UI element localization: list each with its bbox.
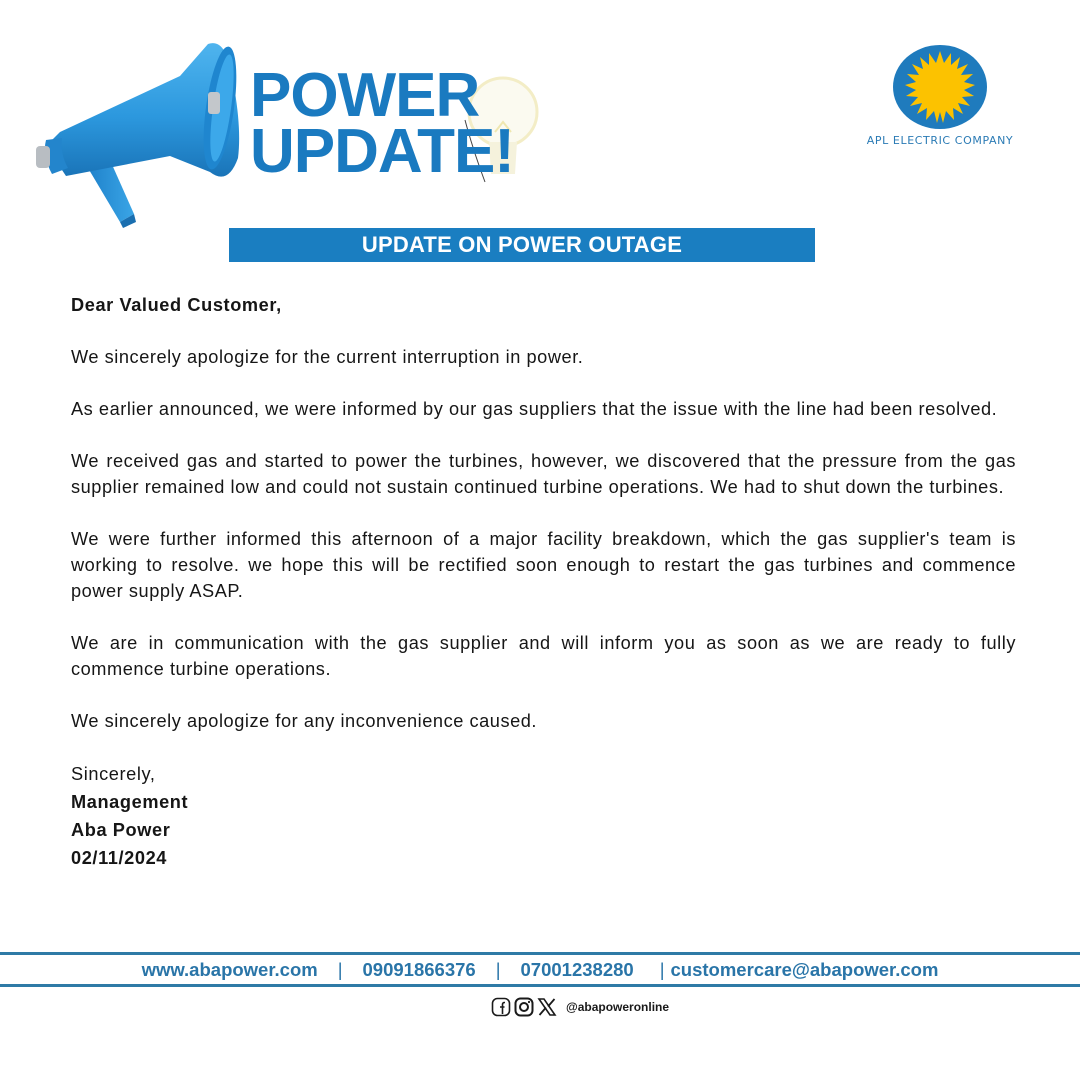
email-link[interactable]: customercare@abapower.com <box>670 959 939 980</box>
letter-date: 02/11/2024 <box>71 848 168 868</box>
paragraph-4: We were further informed this afternoon of a major facility breakdown, which the gas supplier's team is working to resolve. we hope this will be rectified soon enough to restart the gas turbines and commence power supply ASAP. <box>71 529 1016 601</box>
facebook-icon[interactable] <box>491 997 511 1017</box>
x-icon[interactable] <box>537 997 557 1017</box>
signature-block <box>71 760 1016 872</box>
title-banner: UPDATE ON POWER OUTAGE <box>229 228 815 262</box>
paragraph-1: We sincerely apologize for the current interruption in power. <box>71 347 584 367</box>
social-links <box>491 996 669 1018</box>
phone-2[interactable]: 07001238280 <box>520 959 634 980</box>
sun-logo-icon <box>892 44 988 130</box>
page-title <box>250 61 514 186</box>
letter-body <box>71 292 1016 872</box>
salutation: Dear Valued Customer, <box>71 295 282 315</box>
paragraph-2: As earlier announced, we were informed by our gas suppliers that the issue with the line had been resolved. <box>71 399 998 419</box>
website-link[interactable]: www.abapower.com <box>141 959 318 980</box>
headline-line-1: POWER <box>250 61 480 130</box>
phone-1[interactable]: 09091866376 <box>362 959 476 980</box>
headline-line-2: UPDATE! <box>250 117 514 186</box>
separator: | <box>337 959 343 980</box>
company-name: APL ELECTRIC COMPANY <box>866 134 1014 147</box>
closing: Sincerely, <box>71 764 156 784</box>
contact-bar <box>0 956 1080 984</box>
paragraph-3: We received gas and started to power the turbines, however, we discovered that the pressure from the gas supplier remained low and could not sustain continued turbine operations. We had to shut down the turbines. <box>71 451 1016 497</box>
instagram-icon[interactable] <box>514 997 534 1017</box>
company-logo <box>862 44 1018 147</box>
separator: | <box>495 959 501 980</box>
social-handle[interactable]: @abapoweronline <box>566 1000 670 1014</box>
footer-divider-bottom <box>0 984 1080 987</box>
separator: | <box>659 959 665 980</box>
footer-divider-top <box>0 952 1080 955</box>
paragraph-5: We are in communication with the gas supplier and will inform you as soon as we are ready to fully commence turbine operations. <box>71 633 1016 679</box>
megaphone-icon <box>30 36 250 231</box>
paragraph-6: We sincerely apologize for any inconvenience caused. <box>71 711 538 731</box>
signatory: Management <box>71 792 189 812</box>
organization: Aba Power <box>71 820 171 840</box>
